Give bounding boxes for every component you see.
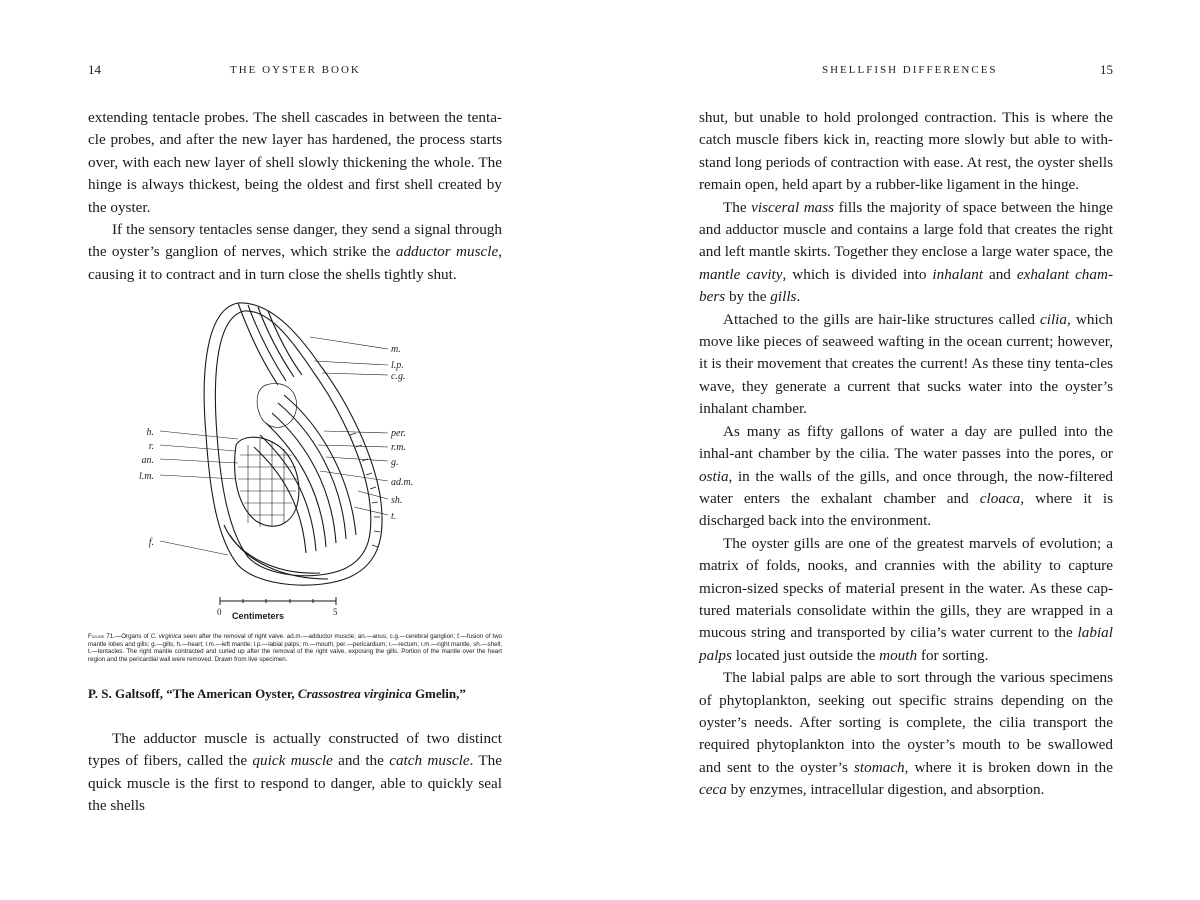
paragraph: The labial palps are able to sort through the various specimens of phytoplankton, seeking out specific strains depending on the oyster’s needs. After sorting is complete, the cilia transport the required phytoplankton into the oyster’s mouth to be swallowed and sent to the oyster’s stomach, where it is broken down in the ceca by enzymes, intracellular digestion, and absorption. <box>699 669 1113 799</box>
right-head-title: SHELLFISH DIFFERENCES <box>822 64 998 76</box>
figure-label: g. <box>391 457 399 468</box>
figure-caption: Figure 71.—Organs of C. virginica seen after the removal of right valve. ad.m.—adductor muscle; an.—anus; c.g.—cerebral ganglion; f.—fusion of two mantle lobes and gills; g.—gills; h.—heart; l.m.—left mantle; l.p.—labial palps; m.—mouth; per.—pericardium; r.—rectum; r.m.—right mantle, sh.—shell; t.—tentacles. The right mantle contracted and curled up after the removal of the right valve, exposing the gills. Portion of the mantle over the heart region and the pericardial wall were removed. Drawn from live specimen. <box>88 633 502 663</box>
paragraph: The adductor muscle is actually constructed of two distinct types of fibers, called the quick muscle and the catch muscle. The quick muscle is the first to respond to danger, able to quickly seal the shells <box>88 730 503 815</box>
right-text-block <box>699 107 1113 802</box>
paragraph: The visceral mass fills the majority of space between the hinge and adductor muscle and contains a large fold that creates the right and left mantle skirts. Together they enclose a large water space, the mantle cavity, which is divided into inhalant and exhalant cham-bers by the gills. <box>699 198 1114 306</box>
paragraph: extending tentacle probes. The shell cascades in between the tenta-cle probes, and after the new layer has hardened, the process starts over, with each new layer of shell slowly thickening the whole. The hinge is always thickest, being the oldest and first shell created by the oyster. <box>88 109 502 216</box>
figure-label: sh. <box>391 495 403 506</box>
left-running-head <box>88 64 502 80</box>
oyster-anatomy-figure <box>88 295 502 690</box>
italic-term: adductor muscle <box>395 243 499 261</box>
scale-label: Centimeters <box>231 611 285 621</box>
paragraph: As many as fifty gallons of water a day are pulled into the inhal-ant chamber by the cilia. The water passes into the pores, or ostia, in the walls of the gills, and once through, the now-filtered water enters the exhalant chamber and cloaca, where it is discharged back into the environment. <box>699 422 1113 530</box>
figure-label: f. <box>148 537 154 548</box>
figure-credit: P. S. Galtsoff, “The American Oyster, Crassostrea virginica Gmelin,” <box>88 686 466 701</box>
figure-label: ad.m. <box>391 477 414 488</box>
paragraph: The oyster gills are one of the greatest marvels of evolution; a matrix of folds, nooks, and crannies with the ability to capture micron-sized specks of material present in the water. As these cap-tured materials consolidate within the gills, they are wrapped in a mucous string and transported by cilia’s water current to the labial palps located just outside the mouth for sorting. <box>699 534 1113 664</box>
left-text-block-bottom <box>88 728 502 818</box>
figure-label: l.m. <box>139 471 154 482</box>
figure-label: r.m. <box>391 442 407 453</box>
figure-label: r. <box>148 441 154 452</box>
figure-label: h. <box>146 427 154 438</box>
figure-label: l.p. <box>391 360 404 371</box>
figure-label: c.g. <box>391 371 406 382</box>
figure-labels <box>139 344 413 617</box>
figure-label: m. <box>391 344 401 355</box>
oyster-anatomy-illustration <box>88 295 502 630</box>
left-head-title: THE OYSTER BOOK <box>230 64 361 76</box>
paragraph: shut, but unable to hold prolonged contraction. This is where the catch muscle fibers kick in, reacting more slowly but able to with-stand long periods of contraction with ease. At rest, the oyster shells remain open, held apart by a rubber-like ligament in the hinge. <box>699 109 1113 194</box>
right-running-head <box>699 64 1113 80</box>
scale-max: 5 <box>333 607 338 617</box>
scale-min: 0 <box>217 607 222 617</box>
paragraph: Attached to the gills are hair-like structures called cilia, which move like pieces of seaweed wafting in the ocean current; however, it is their movement that creates the current! As these tiny tenta-cles wave, they generate a current that sucks water into the oyster’s inhalant chamber. <box>699 310 1113 418</box>
left-folio: 14 <box>88 62 101 77</box>
figure-label: per. <box>391 428 406 439</box>
left-text-block-top <box>88 107 502 286</box>
paragraph: If the sensory tentacles sense danger, they send a signal through the oyster’s ganglion of nerves, which strike the adductor muscle, causing it to contract and in turn close the shells tightly shut. <box>88 221 503 283</box>
figure-label: an. <box>141 455 154 466</box>
right-folio: 15 <box>1100 62 1113 77</box>
figure-label: t. <box>391 511 397 522</box>
